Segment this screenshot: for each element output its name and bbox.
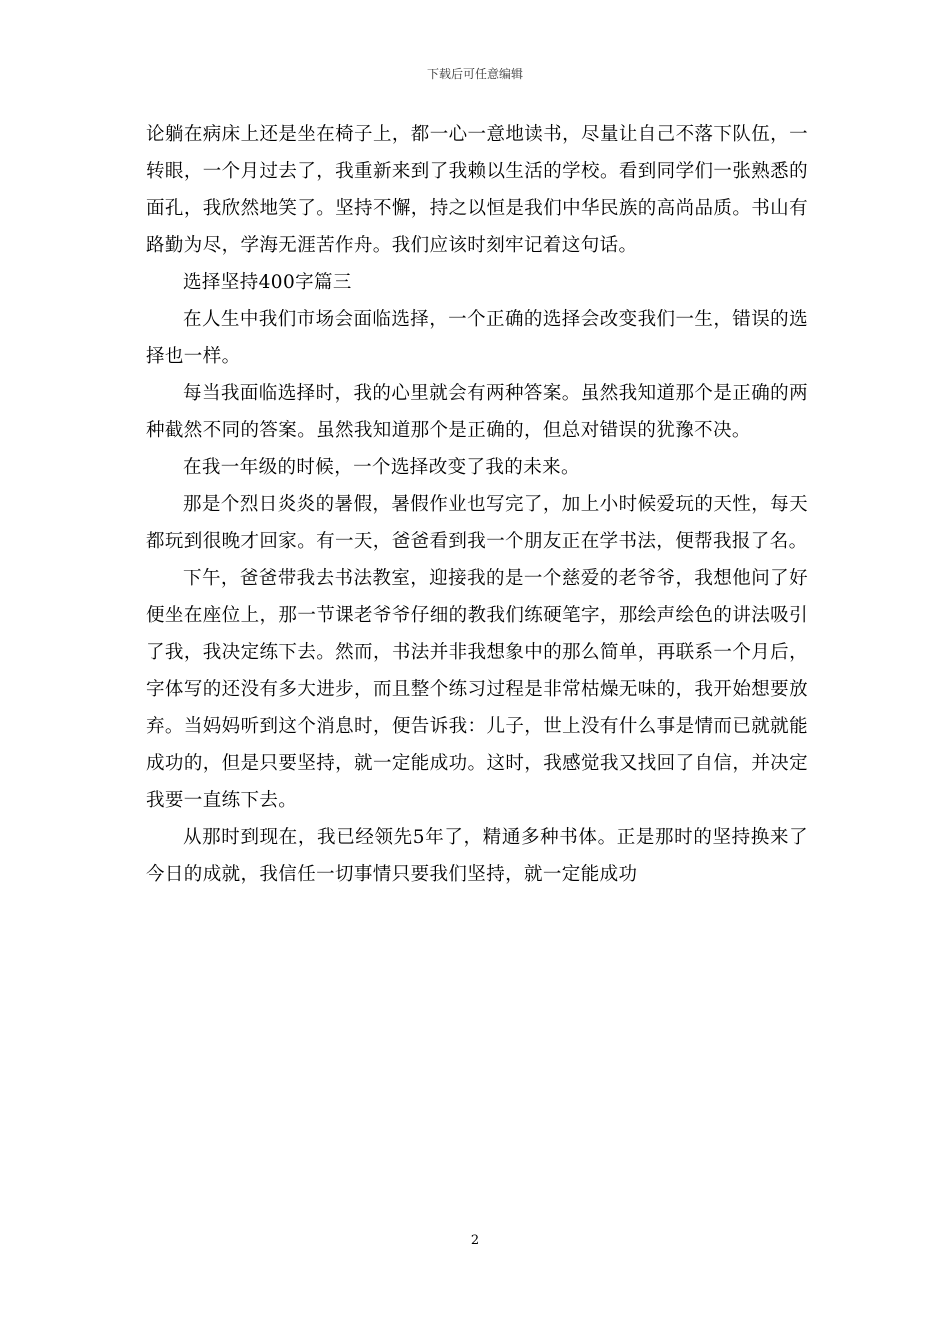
page-header: 下载后可任意编辑 [426,67,523,81]
paragraph: 每当我面临选择时，我的心里就会有两种答案。虽然我知道那个是正确的两种截然不同的答案。虽然我知道那个是正确的，但总对错误的犹豫不决。 [146,383,808,441]
paragraph: 在人生中我们市场会面临选择，一个正确的选择会改变我们一生，错误的选择也一样。 [146,309,808,367]
paragraph-continuation: 论躺在病床上还是坐在椅子上，都一心一意地读书，尽量让自己不落下队伍，一转眼，一个月过去了，我重新来到了我赖以生活的学校。看到同学们一张熟悉的面孔，我欣然地笑了。坚持不懈，持之以恒是我们中华民族的高尚品质。书山有路勤为尽，学海无涯苦作舟。我们应该时刻牢记着这句话。 [146,124,808,256]
paragraph: 下午，爸爸带我去书法教室，迎接我的是一个慈爱的老爷爷，我想他问了好便坐在座位上，那一节课老爷爷仔细的教我们练硬笔字，那绘声绘色的讲法吸引了我，我决定练下去。然而，书法并非我想象中的那么简单，再联系一个月后，字体写的还没有多大进步，而且整个练习过程是非常枯燥无味的，我开始想要放弃。当妈妈听到这个消息时，便告诉我：儿子，世上没有什么事是情而已就就能成功的，但是只要坚持，就一定能成功。这时，我感觉我又找回了自信，并决定我要一直练下去。 [146,568,808,811]
paragraph: 那是个烈日炎炎的暑假，暑假作业也写完了，加上小时候爱玩的天性，每天都玩到很晚才回家。有一天，爸爸看到我一个朋友正在学书法，便帮我报了名。 [146,494,808,552]
section-heading: 选择坚持400字篇三 [183,272,352,293]
paragraph: 从那时到现在，我已经领先5年了，精通多种书体。正是那时的坚持换来了今日的成就，我信任一切事情只要我们坚持，就一定能成功 [146,827,808,885]
document-body [146,116,808,893]
paragraph: 在我一年级的时候，一个选择改变了我的未来。 [183,457,580,478]
page-number: 2 [470,1233,480,1248]
